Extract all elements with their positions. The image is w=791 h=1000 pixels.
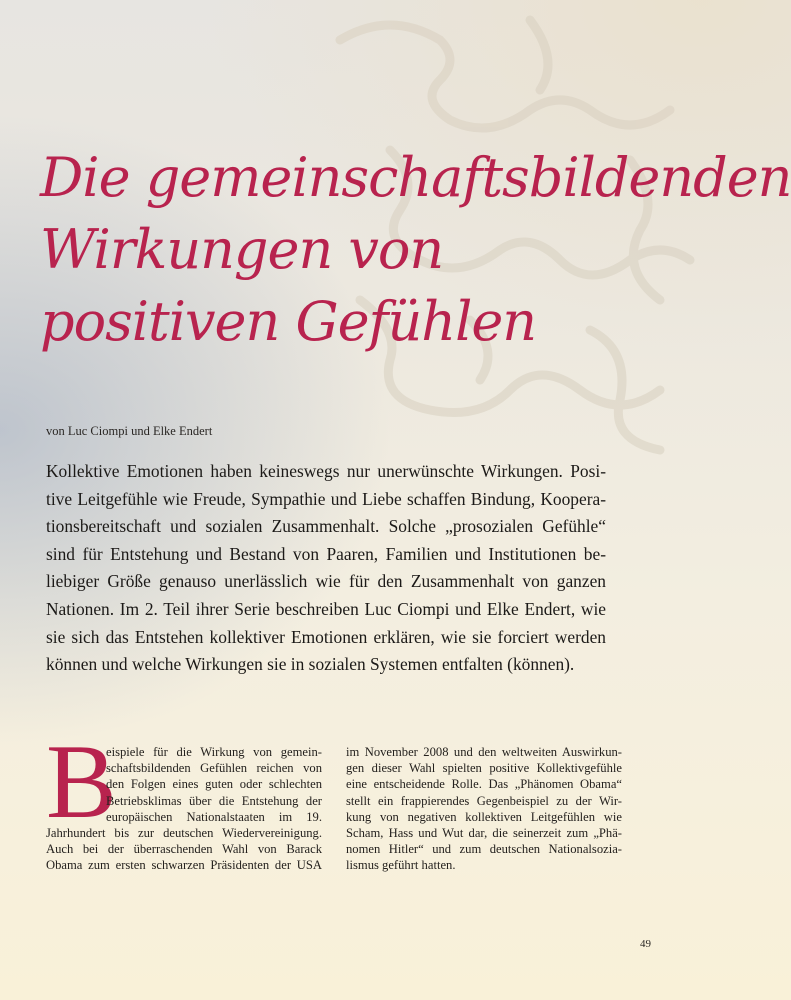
title-line: Wirkungen von	[40, 218, 444, 281]
body-line: Auch bei der überraschenden Wahl von Barack	[46, 842, 322, 857]
body-column-left	[46, 744, 322, 874]
body-line: den Folgen eines guten oder schlechten	[106, 777, 322, 792]
lead-paragraph	[46, 458, 606, 679]
body-line: europäischen Nationalstaaten im 19.	[106, 809, 322, 824]
body-line: im November 2008 und den weltweiten Auswirkun-	[346, 745, 622, 759]
body-line: stellt ein frappierendes Gegenbeispiel zu der Wir-	[346, 793, 622, 808]
body-line: Obama zum ersten schwarzen Präsidenten der USA	[46, 858, 322, 873]
body-line: nomen Hitler“ und zum deutschen Nationalsozia-	[346, 842, 622, 857]
body-line: Scham, Hass und Wut dar, die seinerzeit zum „Phä-	[346, 826, 622, 841]
lead-line: sie sich das Entstehen kollektiver Emotionen erklären, wie sie forciert werden	[46, 626, 606, 647]
lead-line: tive Leitgefühle wie Freude, Sympathie und Liebe schaffen Bindung, Koopera-	[46, 488, 606, 509]
lead-line: Kollektive Emotionen haben keineswegs nur unerwünschte Wirkungen. Posi-	[46, 461, 606, 481]
body-column-right	[346, 744, 622, 874]
body-line: Betriebsklimas über die Entstehung der	[106, 793, 322, 808]
body-line: gen dieser Wahl spielten positive Kollektivgefühle	[346, 761, 622, 776]
title-line: positiven Gefühlen	[40, 290, 537, 353]
body-line: kung von negativen kollektiven Leitgefühlen wie	[346, 809, 622, 824]
body-line: eine entscheidende Rolle. Das „Phänomen Obama“	[346, 777, 622, 792]
drop-cap: B	[46, 723, 117, 840]
lead-line: sind für Entstehung und Bestand von Paaren, Familien und Institutionen be-	[46, 543, 606, 564]
page-number: 49	[640, 938, 651, 950]
title-line: Die gemeinschaftsbildenden	[40, 146, 791, 209]
lead-line: tionsbereitschaft und sozialen Zusammenhalt. Solche „prosozialen Gefühle“	[46, 516, 606, 537]
byline: von Luc Ciompi und Elke Endert	[46, 424, 213, 438]
body-line: Jahrhundert bis zur deutschen Wiedervereinigung.	[46, 826, 322, 841]
lead-line: können und welche Wirkungen sie in sozialen Systemen entfalten (können).	[46, 654, 575, 675]
lead-line: liebiger Größe genauso unerlässlich wie für den Zusammenhalt von ganzen	[46, 571, 606, 592]
body-line: lismus geführt hatten.	[346, 858, 456, 873]
article-title	[40, 142, 791, 358]
body-line: eispiele für die Wirkung von gemein-	[106, 745, 322, 759]
lead-line: Nationen. Im 2. Teil ihrer Serie beschreiben Luc Ciompi und Elke Endert, wie	[46, 598, 606, 619]
body-line: schaftsbildenden Gefühlen reichen von	[106, 761, 322, 776]
